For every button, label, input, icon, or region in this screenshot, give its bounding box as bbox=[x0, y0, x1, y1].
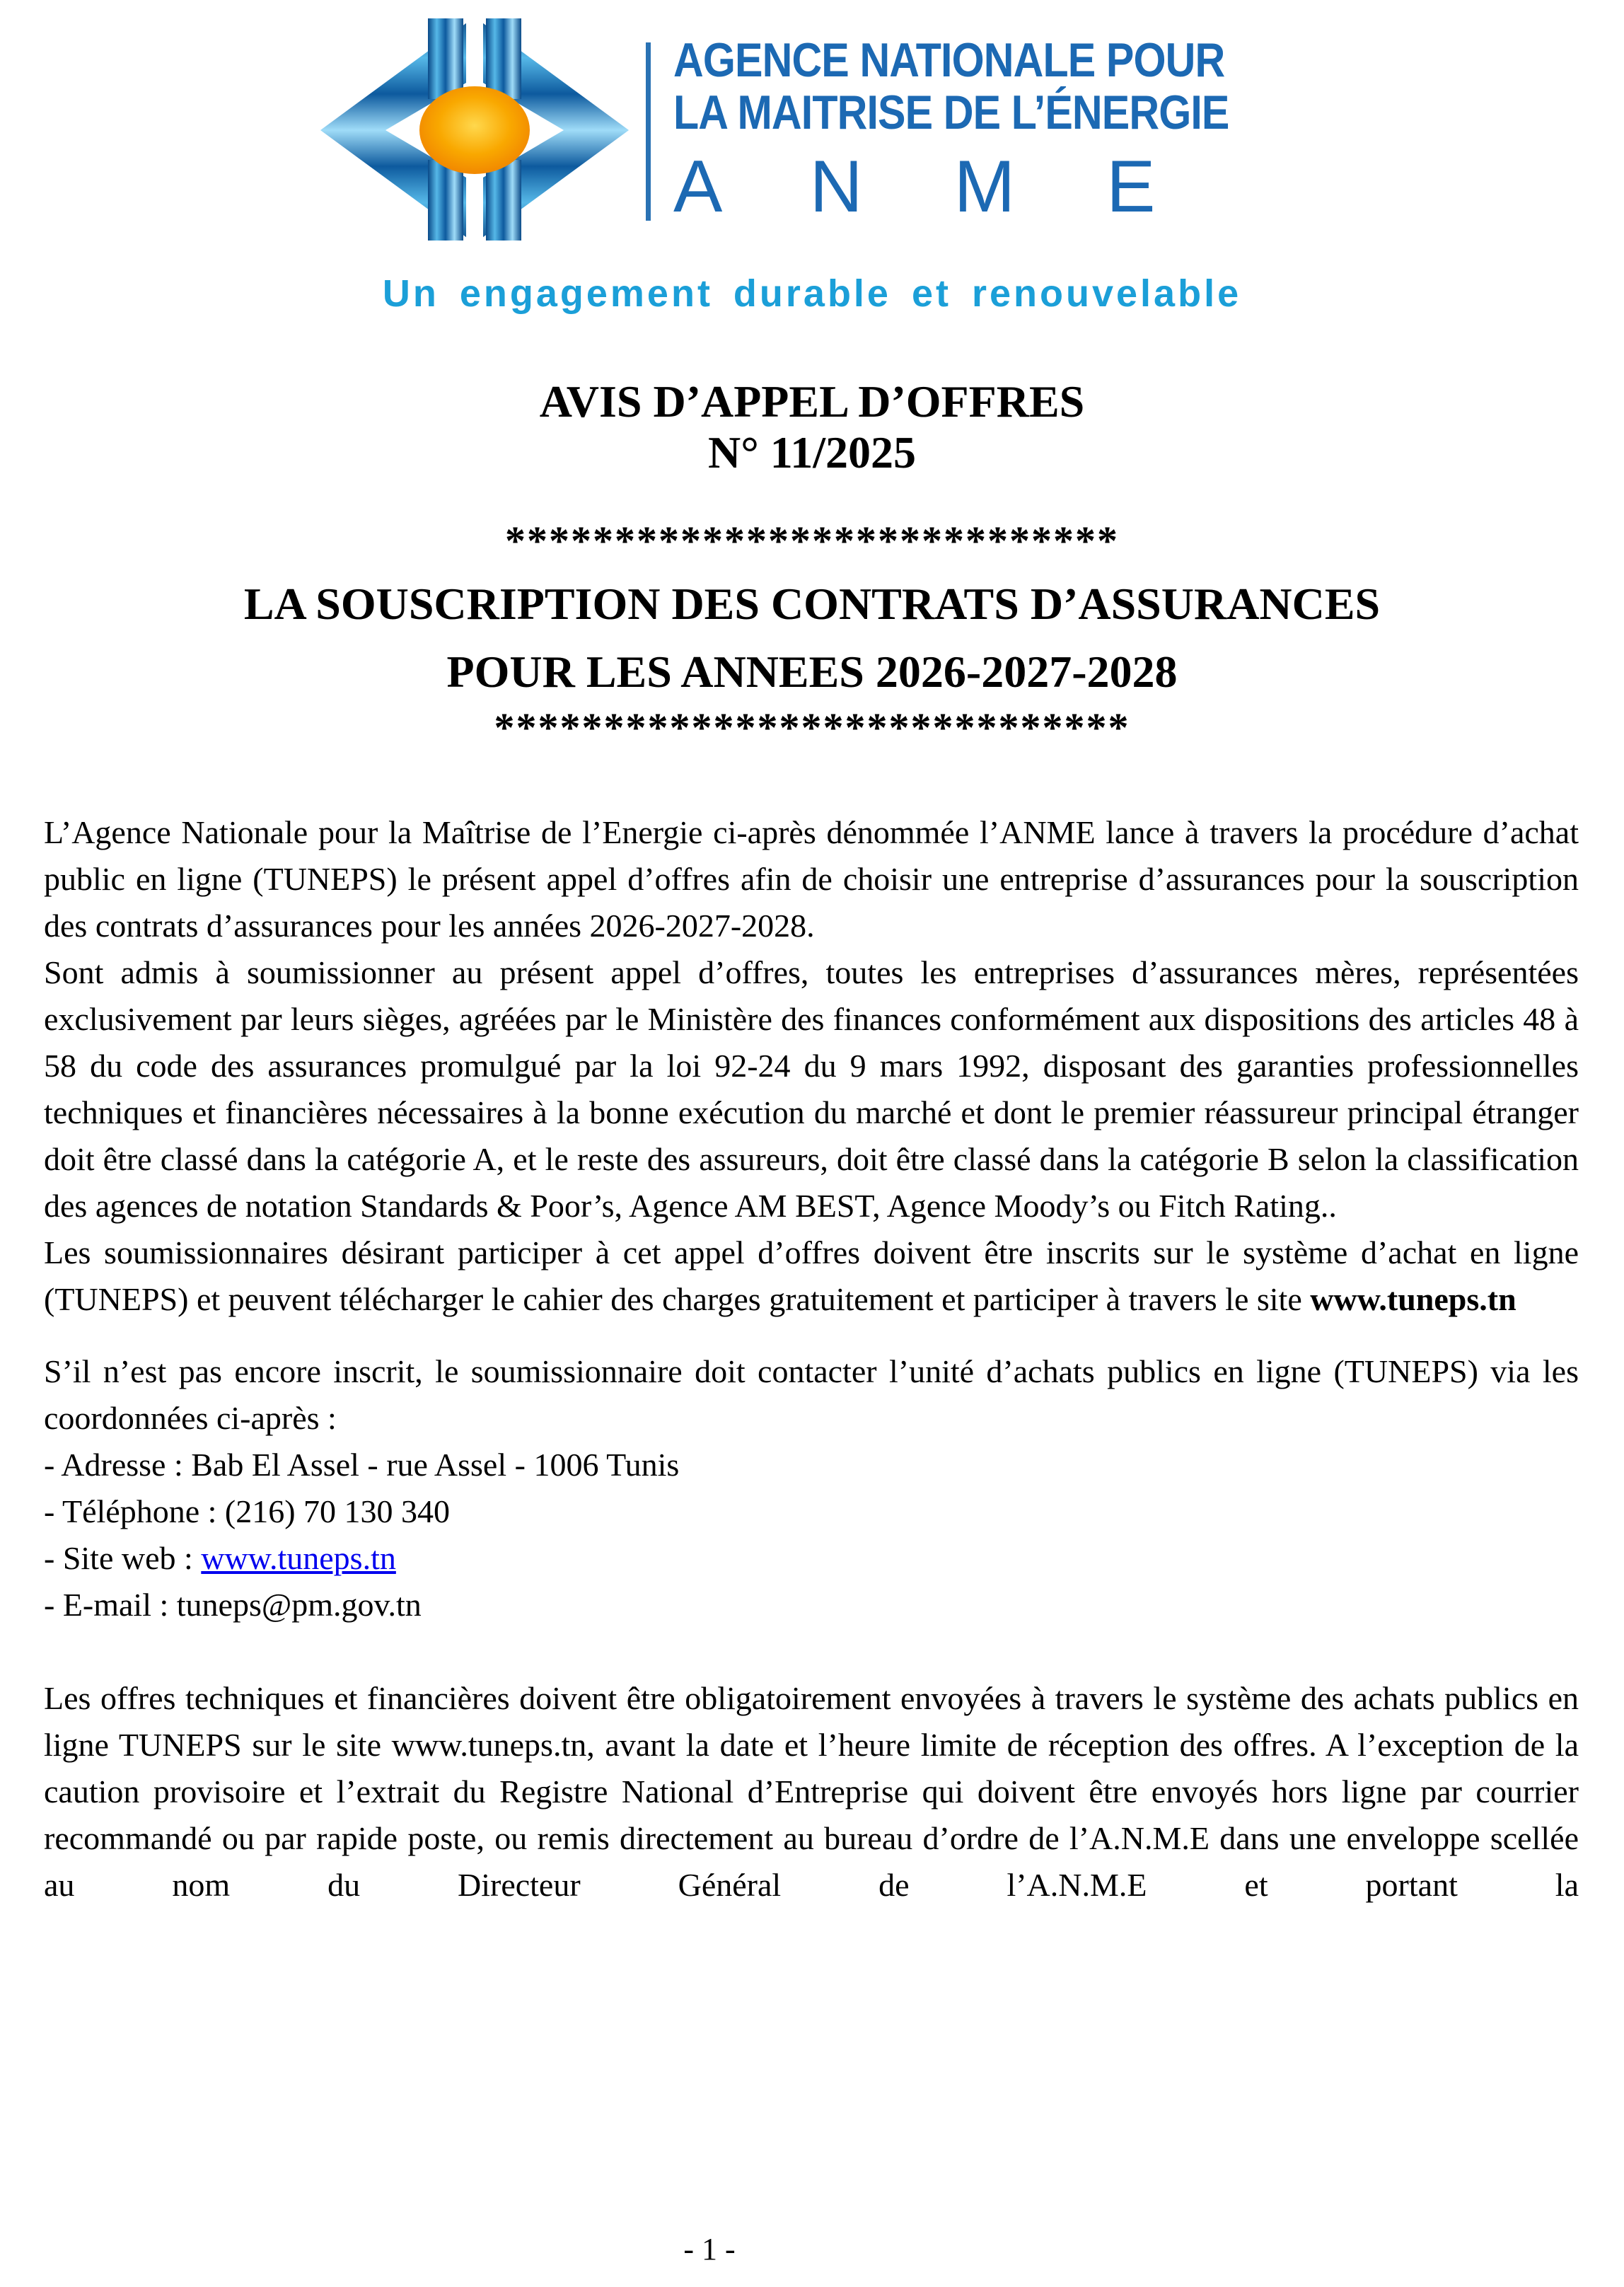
notice-title: AVIS D’APPEL D’OFFRES bbox=[539, 376, 1085, 427]
document-header bbox=[312, 13, 1312, 315]
stars-separator-bottom: ***************************** bbox=[494, 705, 1130, 751]
org-acronym: A N M E bbox=[673, 146, 1177, 228]
org-name-line1: AGENCE NATIONALE POUR bbox=[673, 33, 1225, 87]
anme-logo-icon bbox=[312, 13, 637, 246]
contact-email: - E-mail : tuneps@pm.gov.tn bbox=[44, 1587, 422, 1623]
paragraph-intro: L’Agence Nationale pour la Maîtrise de l’Energie ci-après dénommée l’ANME lance à travers la procédure d’achat public en ligne (TUNEPS) le présent appel d’offres afin de choisir une entreprise d’assurances pour la souscription des contrats d’assurances pour les années 2026-2027-2028. bbox=[44, 814, 1579, 944]
contact-website-label: - Site web : bbox=[44, 1540, 202, 1576]
org-name-line2: LA MAITRISE DE L’ÉNERGIE bbox=[673, 86, 1229, 139]
website-link[interactable]: www.tuneps.tn bbox=[201, 1540, 396, 1576]
page-number: - 1 - bbox=[683, 2232, 736, 2266]
contact-address: - Adresse : Bab El Assel - rue Assel - 1006 Tunis bbox=[44, 1447, 680, 1483]
paragraph-registration bbox=[44, 1229, 1579, 1323]
registration-site-bold: www.tuneps.tn bbox=[1310, 1281, 1516, 1317]
contact-phone: - Téléphone : (216) 70 130 340 bbox=[44, 1493, 451, 1529]
paragraph-eligibility: Sont admis à soumissionner au présent appel d’offres, toutes les entreprises d’assurances mères, représentées exclusivement par leurs sièges, agréées par le Ministère des finances conformément aux dispositions des articles 48 à 58 du code des assurances promulgué par la loi 92-24 du 9 mars 1992, disposant des garanties professionnelles techniques et financières nécessaires à la bonne exécution du marché et dont le premier réassureur principal étranger doit être classé dans la catégorie A, et le reste des assureurs, doit être classé dans la catégorie B selon la classification des agences de notation Standards & Poor’s, Agence AM BEST, Agence Moody’s ou Fitch Rating.. bbox=[44, 954, 1579, 1224]
notice-number: N° 11/2025 bbox=[707, 427, 917, 477]
logo-separator bbox=[646, 42, 651, 221]
page bbox=[0, 13, 1624, 2287]
stars-separator-top: **************************** bbox=[505, 518, 1119, 564]
paragraph-contact-intro: S’il n’est pas encore inscrit, le soumissionnaire doit contacter l’unité d’achats publics en ligne (TUNEPS) via les coordonnées ci-après : bbox=[44, 1353, 1579, 1436]
title-block bbox=[0, 376, 1624, 751]
subject-line2: POUR LES ANNEES 2026-2027-2028 bbox=[446, 647, 1178, 697]
org-tagline: Un engagement durable et renouvelable bbox=[382, 272, 1242, 315]
paragraph-registration-text: Les soumissionnaires désirant participer à cet appel d’offres doivent être inscrits sur le système d’achat en ligne (TUNEPS) et peuvent télécharger le cahier des charges gratuitement et participer à travers le site bbox=[44, 1234, 1579, 1317]
contact-website bbox=[44, 1535, 1579, 1582]
subject-line1: LA SOUSCRIPTION DES CONTRATS D’ASSURANCES bbox=[243, 579, 1381, 629]
document-body bbox=[44, 809, 1579, 1909]
paragraph-submission: Les offres techniques et financières doivent être obligatoirement envoyées à travers le système des achats publics en ligne TUNEPS sur le site www.tuneps.tn, avant la date et l’heure limite de réception des offres. A l’exception de la caution provisoire et l’extrait du Registre National d’Entreprise qui doivent être envoyés hors ligne par courrier recommandé ou par rapide poste, ou remis directement au bureau d’ordre de l’A.N.M.E dans une enveloppe scellée au nom du Directeur Général de l’A.N.M.E et portant la bbox=[44, 1680, 1579, 1903]
